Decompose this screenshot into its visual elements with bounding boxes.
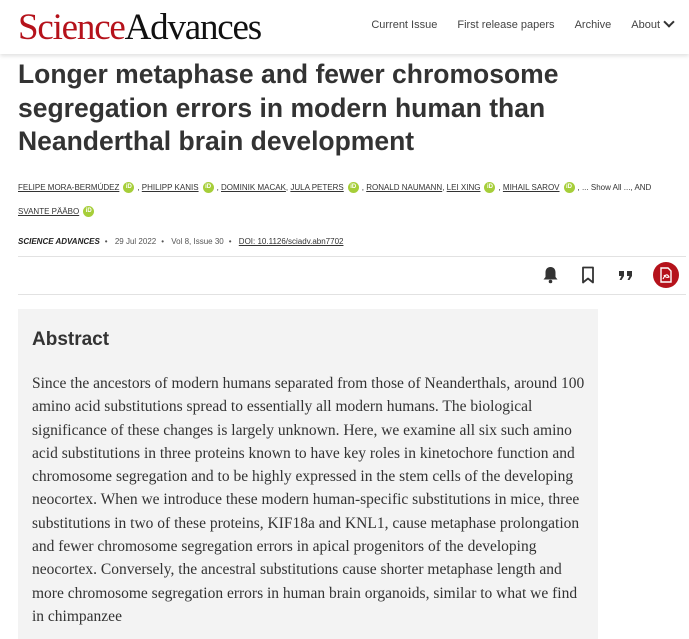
divider — [18, 294, 686, 295]
author-link[interactable]: DOMINIK MACAK — [221, 183, 286, 192]
bell-icon[interactable] — [539, 264, 561, 286]
bookmark-icon[interactable] — [577, 264, 599, 286]
orcid-icon[interactable]: iD — [83, 206, 94, 217]
article-toolbar — [539, 262, 679, 288]
orcid-icon[interactable]: iD — [348, 182, 359, 193]
author-link[interactable]: SVANTE PÄÄBO — [18, 207, 80, 216]
abstract-section — [18, 309, 598, 639]
nav-archive[interactable]: Archive — [574, 19, 612, 31]
pdf-icon[interactable] — [653, 262, 679, 288]
top-navigation-bar — [0, 0, 689, 54]
abstract-heading: Abstract — [32, 329, 110, 350]
nav-first-release-papers[interactable]: First release papers — [457, 19, 555, 31]
author-list: FELIPE MORA-BERMÚDEZ iD , PHILIPP KANIS iD , DOMINIK MACAK, JULA PETERS iD , RONALD NAUMANN, LEI XING iD , MIHAIL SAROV iD , ... Show All ..., AND SVANTE PÄÄBO iD — [18, 183, 652, 216]
article-title: Longer metaphase and fewer chromosome segregation errors in modern human than Neanderthal brain development — [18, 59, 559, 156]
author-link[interactable]: RONALD NAUMANN — [366, 183, 443, 192]
science-advances-logo[interactable]: ScienceAdvances — [18, 7, 261, 48]
author-link[interactable]: FELIPE MORA-BERMÚDEZ — [18, 183, 120, 192]
article-meta: SCIENCE ADVANCES • 29 Jul 2022 • Vol 8, Issue 30 • DOI: 10.1126/sciadv.abn7702 — [18, 237, 344, 246]
chevron-down-icon — [663, 16, 674, 27]
orcid-icon[interactable]: iD — [123, 182, 134, 193]
abstract-text: Since the ancestors of modern humans separated from those of Neanderthals, around 100 amino acid substitutions spread to essentially all modern humans. The biological significance of these changes is largely unknown. Here, we examine all six such amino acid substitutions in three proteins known to have key roles in kinetochore function and chromosome segregation and to be highly expressed in the stem cells of the developing neocortex. When we introduce these modern human-specific substitutions in mice, three substitutions in two of these proteins, KIF18a and KNL1, cause metaphase prolongation and fewer chromosome segregation errors in apical progenitors of the developing neocortex. Conversely, the ancestral substitutions cause shorter metaphase length and more chromosome segregation errors in human brain organoids, similar to what we find in chimpanzee — [32, 375, 585, 625]
quote-icon[interactable] — [615, 264, 637, 286]
volume-issue[interactable]: Vol 8, Issue 30 — [171, 237, 224, 246]
divider — [18, 256, 686, 257]
author-link[interactable]: JULA PETERS — [290, 183, 344, 192]
author-link[interactable]: PHILIPP KANIS — [141, 183, 199, 192]
nav-current-issue[interactable]: Current Issue — [371, 19, 438, 31]
doi-link[interactable]: DOI: 10.1126/sciadv.abn7702 — [238, 237, 344, 246]
orcid-icon[interactable]: iD — [484, 182, 495, 193]
author-link[interactable]: LEI XING — [446, 183, 481, 192]
orcid-icon[interactable]: iD — [203, 182, 214, 193]
publication-date: 29 Jul 2022 — [114, 237, 157, 246]
orcid-icon[interactable]: iD — [564, 182, 575, 193]
show-all-authors-button[interactable]: Show All ... — [590, 183, 631, 192]
nav-about-label: About — [631, 19, 660, 31]
main-nav — [371, 19, 673, 31]
nav-about[interactable] — [631, 19, 673, 31]
and-text: , AND — [630, 183, 652, 192]
author-link[interactable]: MIHAIL SAROV — [502, 183, 560, 192]
journal-name[interactable]: SCIENCE ADVANCES — [18, 237, 100, 246]
